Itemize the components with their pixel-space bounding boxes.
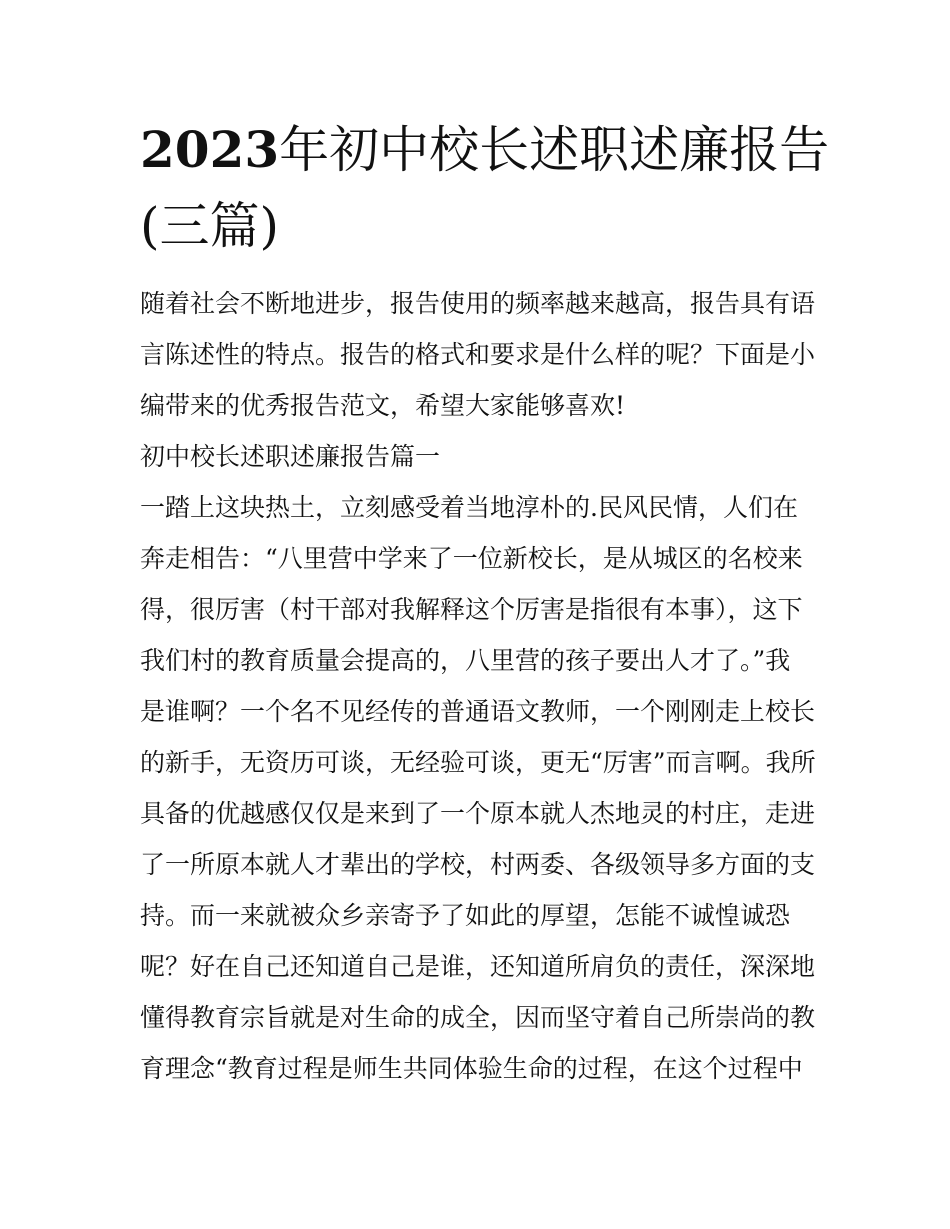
body-line: 我们村的教育质量会提高的，八里营的孩子要出人才了。”我 <box>140 646 791 675</box>
title-line-1 <box>140 112 830 188</box>
title-subtitle: (三篇) <box>140 197 280 255</box>
body-line: 奔走相告：“八里营中学来了一位新校长，是从城区的名校来 <box>140 544 803 573</box>
body-line: 懂得教育宗旨就是对生命的成全，因而坚守着自己所崇尚的教 <box>140 1003 816 1032</box>
body-line: 的新手，无资历可谈，无经验可谈，更无“厉害”而言啊。我所 <box>140 748 816 777</box>
title-line-2 <box>140 188 820 264</box>
body-line: 持。而一来就被众乡亲寄予了如此的厚望，怎能不诚惶诚恐 <box>140 901 791 930</box>
intro-line: 编带来的优秀报告范文，希望大家能够喜欢! <box>140 391 626 420</box>
title-text: 年初中校长述职述廉报告 <box>279 121 830 179</box>
title-year: 2023 <box>140 120 280 179</box>
intro-line: 言陈述性的特点。报告的格式和要求是什么样的呢？下面是小 <box>140 340 816 369</box>
document-body <box>140 278 820 1094</box>
intro-line: 随着社会不断地进步，报告使用的频率越来越高，报告具有语 <box>140 289 816 318</box>
body-line: 是谁啊？一个名不见经传的普通语文教师，一个刚刚走上校长 <box>140 697 816 726</box>
body-line: 具备的优越感仅仅是来到了一个原本就人杰地灵的村庄，走进 <box>140 799 816 828</box>
body-line: 呢？好在自己还知道自己是谁，还知道所肩负的责任，深深地 <box>140 952 816 981</box>
body-line: 一踏上这块热土，立刻感受着当地淳朴的.民风民情，人们在 <box>140 493 798 522</box>
body-line: 了一所原本就人才辈出的学校，村两委、各级领导多方面的支 <box>140 850 816 879</box>
section-heading: 初中校长述职述廉报告篇一 <box>140 442 441 471</box>
body-line: 育理念“教育过程是师生共同体验生命的过程，在这个过程中 <box>140 1054 803 1083</box>
document-title <box>140 112 830 264</box>
body-line: 得，很厉害（村干部对我解释这个厉害是指很有本事），这下 <box>140 595 803 624</box>
